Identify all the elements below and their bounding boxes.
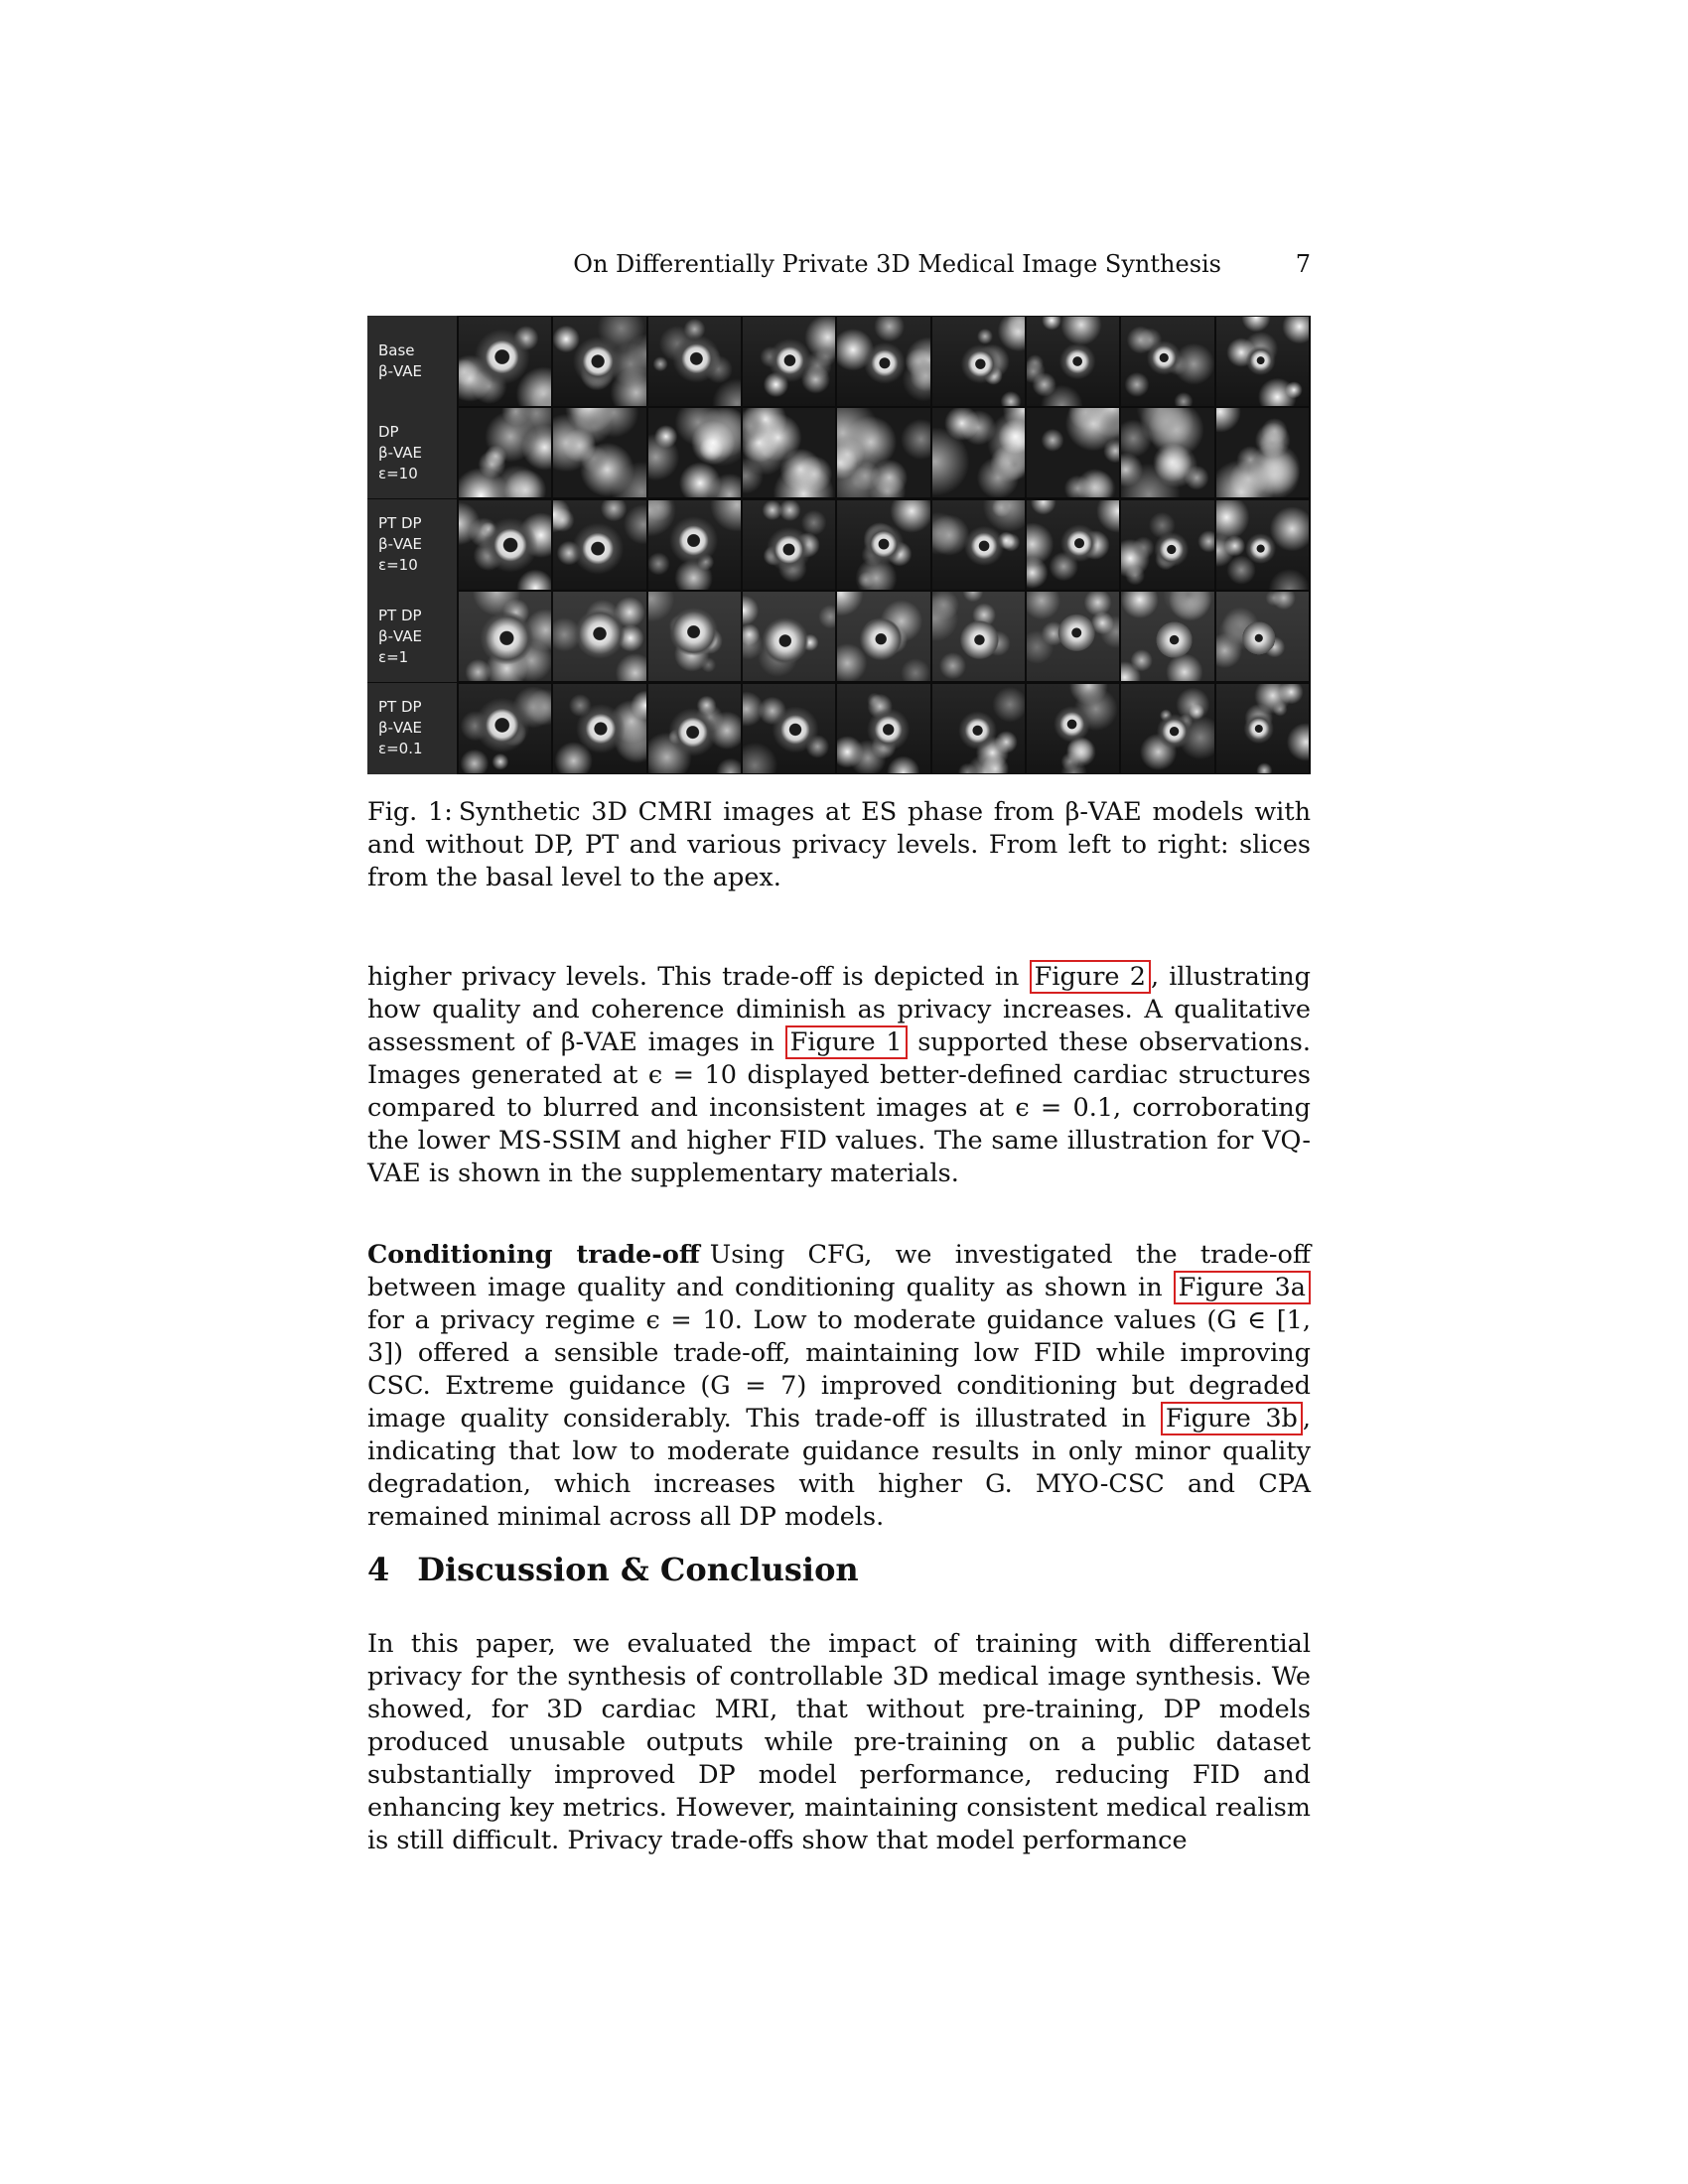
mri-slice-image: [837, 592, 929, 681]
text-run: for a privacy regime ϵ = 10. Low to moderate guidance values (G ∈ [1, 3]) offered a sensible trade-off, maintaining low FID while improving CSC. Extreme guidance (G = 7) improved conditioning but degraded image quality considerably. This trade-off is illustrated in: [367, 1305, 1311, 1433]
figure-caption-text: Synthetic 3D CMRI images at ES phase from β-VAE models with and without DP, PT and various privacy levels. From left to right: slices from the basal level to the apex.: [367, 797, 1312, 892]
figure-row: [367, 591, 1311, 682]
mri-slice-image: [1216, 317, 1309, 406]
paragraph-heading: Conditioning trade-off: [367, 1240, 700, 1270]
figure-row-label-line: β-VAE: [378, 362, 423, 380]
mri-slice-image: [837, 408, 929, 497]
figure-row-label-line: Base: [378, 341, 415, 359]
mri-slice-image: [648, 317, 741, 406]
mri-slice-image: [648, 408, 741, 497]
text-run: In this paper, we evaluated the impact of training with differential privacy for the synthesis of controllable 3D medical image synthesis. We showed, for 3D cardiac MRI, that without pre-training, DP models produced unusable outputs while pre-training on a public dataset substantially improved DP model performance, reducing FID and enhancing key metrics. However, maintaining consistent medical realism is still difficult. Privacy trade-offs show that model performance: [367, 1629, 1311, 1855]
figure-row-label-line: PT DP: [378, 698, 422, 717]
figure-row-label: [367, 407, 457, 498]
figure-row-label-line: β-VAE: [378, 443, 423, 462]
figure-row: [367, 407, 1311, 498]
section-heading: [367, 1551, 1311, 1588]
mri-slice-image: [1121, 684, 1213, 773]
mri-slice-image: [932, 317, 1025, 406]
mri-slice-image: [1027, 592, 1119, 681]
mri-slice-image: [1216, 592, 1309, 681]
mri-slice-image: [1027, 317, 1119, 406]
text-run: , indicating that low to moderate guidance results in only minor quality degradation, which increases with higher G. MYO-CSC and CPA remained minimal across all DP models.: [367, 1404, 1311, 1532]
mri-slice-image: [837, 500, 929, 590]
mri-slice-image: [743, 684, 835, 773]
mri-slice-image: [932, 592, 1025, 681]
figure-row-label-line: PT DP: [378, 514, 422, 533]
mri-slice-image: [648, 592, 741, 681]
paragraph-privacy-tradeoff: [367, 961, 1311, 1190]
mri-slice-image: [743, 500, 835, 590]
figure-row-label-line: ε=0.1: [378, 740, 423, 758]
paragraph-conditioning-tradeoff: [367, 1239, 1311, 1534]
mri-slice-image: [1121, 408, 1213, 497]
mri-slice-image: [1027, 684, 1119, 773]
figure-row-label-line: β-VAE: [378, 626, 423, 645]
mri-slice-image: [648, 684, 741, 773]
figure-row-slices: [459, 316, 1311, 407]
mri-slice-image: [1121, 592, 1213, 681]
page-number: 7: [1295, 250, 1311, 278]
mri-slice-image: [459, 592, 551, 681]
mri-slice-image: [837, 317, 929, 406]
mri-slice-image: [932, 684, 1025, 773]
mri-slice-image: [1027, 408, 1119, 497]
figure-row-label-line: ε=10: [378, 556, 418, 575]
figure-row-slices: [459, 683, 1311, 774]
figure-caption-label: Fig. 1:: [367, 797, 453, 827]
running-title: On Differentially Private 3D Medical Image Synthesis: [573, 250, 1221, 278]
figure-row-label-line: PT DP: [378, 606, 422, 624]
mri-slice-image: [1216, 500, 1309, 590]
mri-slice-image: [553, 408, 645, 497]
text-run: Using CFG, we investigated the trade-off between image quality and conditioning quality as shown in: [367, 1240, 1311, 1302]
mri-slice-image: [1027, 500, 1119, 590]
mri-slice-image: [743, 408, 835, 497]
figure-row-label: [367, 499, 457, 591]
mri-slice-image: [837, 684, 929, 773]
running-head: [367, 250, 1311, 284]
mri-slice-image: [932, 500, 1025, 590]
mri-slice-image: [648, 500, 741, 590]
mri-slice-image: [459, 408, 551, 497]
figure-row: [367, 316, 1311, 407]
mri-slice-image: [553, 592, 645, 681]
figure-row-label: [367, 316, 457, 407]
mri-slice-image: [553, 500, 645, 590]
mri-slice-image: [459, 317, 551, 406]
mri-slice-image: [553, 317, 645, 406]
figure-row-label: [367, 591, 457, 682]
figure-row-label-line: ε=10: [378, 464, 418, 482]
paragraph-conclusion: [367, 1628, 1311, 1857]
section-title: Discussion & Conclusion: [417, 1551, 859, 1588]
mri-slice-image: [743, 592, 835, 681]
figure-1-image-grid: [367, 316, 1311, 774]
mri-slice-image: [1121, 500, 1213, 590]
figure-row-label-line: ε=1: [378, 647, 409, 666]
figure-row-slices: [459, 591, 1311, 682]
figure-row-slices: [459, 499, 1311, 591]
text-run: higher privacy levels. This trade-off is depicted in: [367, 962, 1030, 992]
figure-row-label: [367, 683, 457, 774]
mri-slice-image: [1216, 408, 1309, 497]
mri-slice-image: [1216, 684, 1309, 773]
mri-slice-image: [932, 408, 1025, 497]
figure-row: [367, 683, 1311, 774]
figure-row: [367, 499, 1311, 591]
mri-slice-image: [459, 500, 551, 590]
figure-row-label-line: β-VAE: [378, 719, 423, 738]
mri-slice-image: [1121, 317, 1213, 406]
mri-slice-image: [553, 684, 645, 773]
text-run: supported these observations. Images generated at ϵ = 10 displayed better-defined cardiac structures compared to blurred and inconsistent images at ϵ = 0.1, corroborating the lower MS-SSIM and higher FID values. The same illustration for VQ-VAE is shown in the supplementary materials.: [367, 1027, 1311, 1188]
figure-row-label-line: DP: [378, 422, 399, 441]
text-run: , illustrating how quality and coherence diminish as privacy increases. A qualitative assessment of β-VAE images in: [367, 962, 1311, 1057]
section-number: 4: [367, 1551, 390, 1588]
figure-1-link[interactable]: Figure 1: [785, 1025, 908, 1059]
figure-caption: [367, 796, 1311, 894]
figure-3b-link[interactable]: Figure 3b: [1161, 1402, 1303, 1435]
figure-3a-link[interactable]: Figure 3a: [1174, 1271, 1311, 1304]
figure-row-slices: [459, 407, 1311, 498]
mri-slice-image: [459, 684, 551, 773]
figure-2-link[interactable]: Figure 2: [1030, 960, 1151, 994]
figure-row-label-line: β-VAE: [378, 535, 423, 554]
mri-slice-image: [743, 317, 835, 406]
